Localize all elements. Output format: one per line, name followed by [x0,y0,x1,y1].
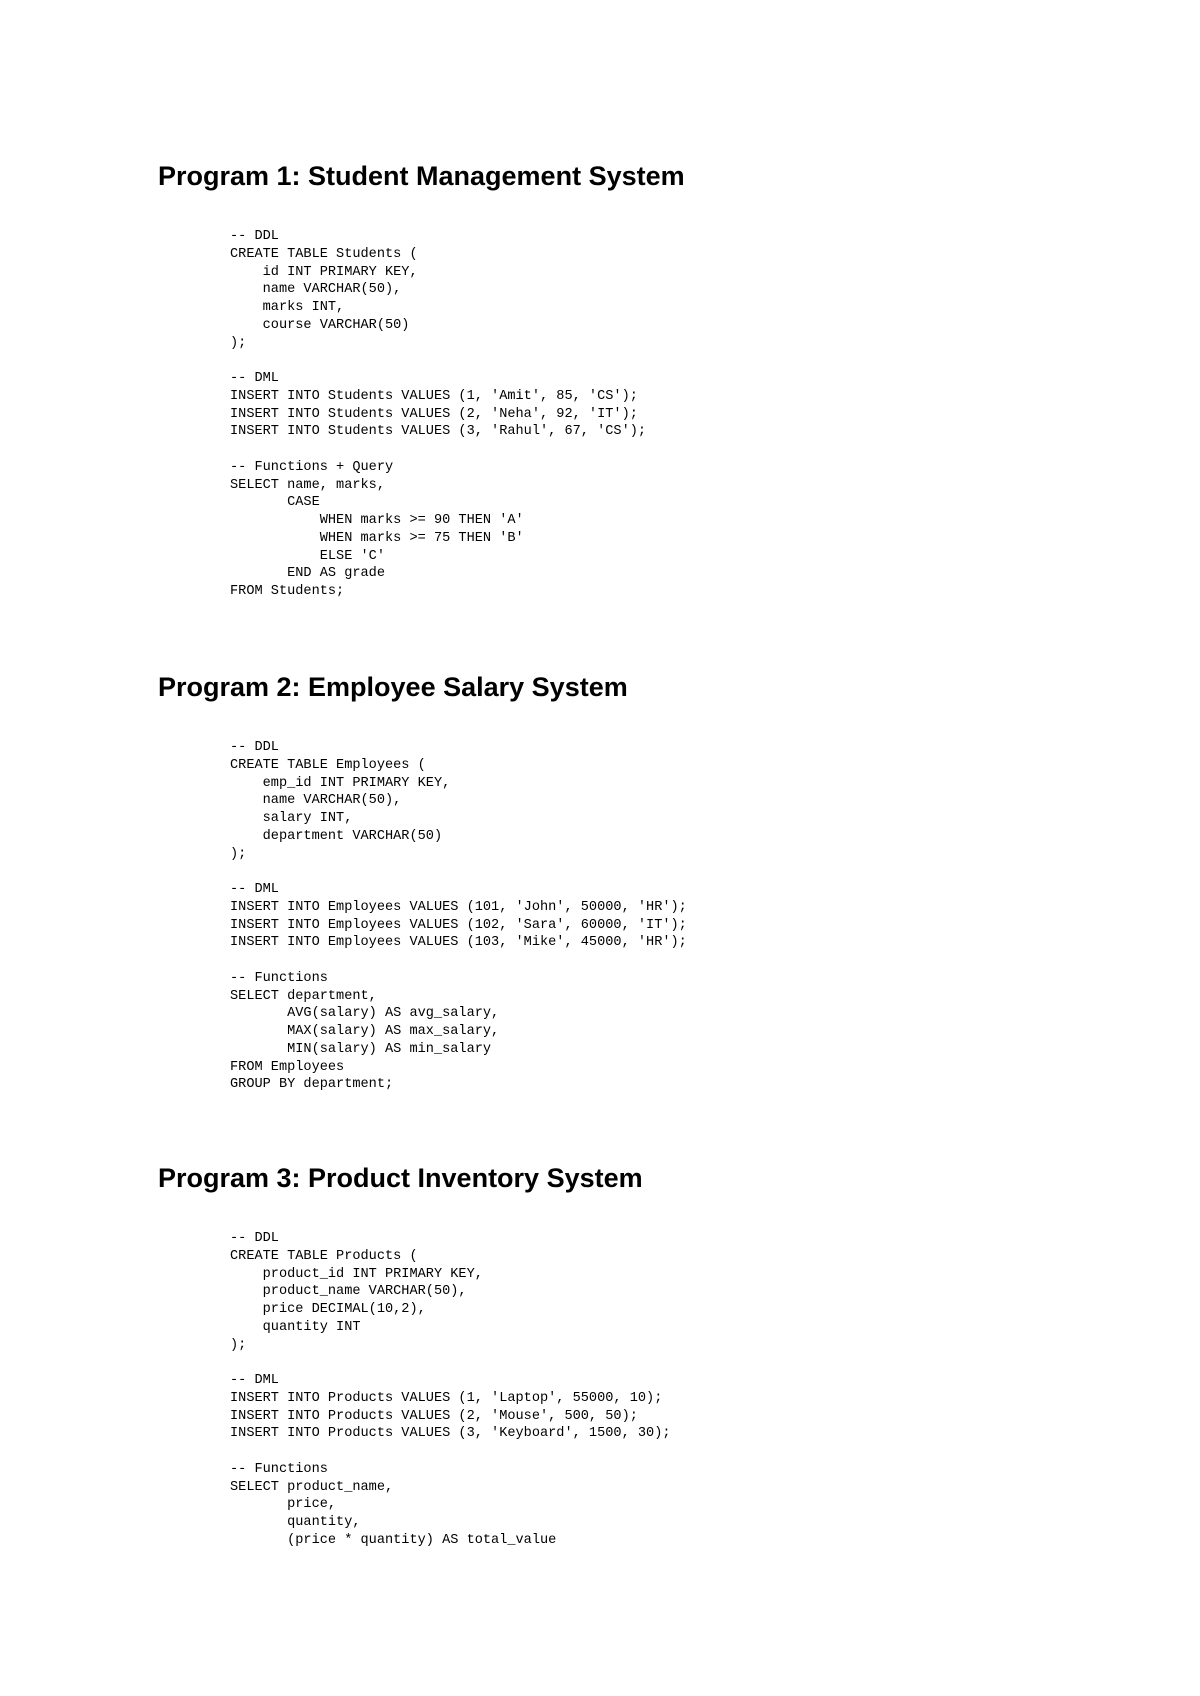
program-3-section [158,1162,671,1548]
program-3-code-block [230,1230,671,1550]
code-line: SELECT department, [230,988,377,1004]
code-line: ); [230,846,247,862]
code-line: quantity INT [230,1319,361,1335]
code-line: id INT PRIMARY KEY, [230,264,418,280]
code-line: ELSE 'C' [230,548,385,564]
code-line: -- DDL [230,1231,279,1246]
code-line: name VARCHAR(50), [230,282,402,298]
code-line: INSERT INTO Products VALUES (2, 'Mouse', 500, 50); [230,1408,638,1424]
code-line: marks INT, [230,300,345,315]
code-line: department VARCHAR(50) [230,828,443,844]
code-line: product_id INT PRIMARY KEY, [230,1266,483,1282]
code-line: -- Functions [230,970,328,986]
code-line: SELECT product_name, [230,1479,394,1495]
program-1-code-block [230,228,646,601]
code-line: -- DDL [230,740,279,755]
code-line: WHEN marks >= 75 THEN 'B' [230,530,524,546]
code-line: GROUP BY department; [230,1077,394,1093]
program-2-code-block [230,739,687,1094]
code-line: quantity, [230,1515,361,1530]
code-line: ); [230,1337,247,1353]
code-line: MIN(salary) AS min_salary [230,1041,492,1057]
program-2-title: Program 2: Employee Salary System [158,672,628,702]
code-line: FROM Employees [230,1059,345,1075]
code-line [230,352,646,370]
code-line: INSERT INTO Students VALUES (3, 'Rahul', 67, 'CS'); [230,424,647,440]
code-line: MAX(salary) AS max_salary, [230,1024,500,1039]
code-line [230,952,687,970]
code-line: CREATE TABLE Products ( [230,1248,418,1264]
code-line: INSERT INTO Employees VALUES (103, 'Mike', 45000, 'HR'); [230,935,687,951]
code-line: salary INT, [230,811,353,826]
code-line: price, [230,1497,337,1513]
code-line: CASE [230,495,320,511]
code-line [230,863,687,881]
code-line: price DECIMAL(10,2), [230,1302,426,1317]
code-line: ); [230,335,247,351]
code-line: INSERT INTO Students VALUES (2, 'Neha', 92, 'IT'); [230,406,638,422]
code-line: -- Functions [230,1461,328,1477]
code-line [230,441,646,459]
program-1-title: Program 1: Student Management System [158,161,685,191]
code-line: -- DML [230,882,279,897]
code-line [230,1443,671,1461]
program-2-section [158,671,687,1093]
code-line: INSERT INTO Products VALUES (3, 'Keyboard', 1500, 30); [230,1426,671,1442]
code-line: INSERT INTO Employees VALUES (101, 'John', 50000, 'HR'); [230,899,687,915]
code-line: product_name VARCHAR(50), [230,1284,467,1300]
code-line: (price * quantity) AS total_value [230,1532,557,1548]
code-line: AVG(salary) AS avg_salary, [230,1006,500,1022]
code-line: INSERT INTO Products VALUES (1, 'Laptop', 55000, 10); [230,1390,663,1406]
program-3-title: Program 3: Product Inventory System [158,1163,643,1193]
code-line: INSERT INTO Students VALUES (1, 'Amit', 85, 'CS'); [230,388,638,404]
code-line: FROM Students; [230,584,345,599]
code-line: -- Functions + Query [230,459,394,475]
code-line: emp_id INT PRIMARY KEY, [230,775,451,791]
code-line: -- DML [230,371,279,386]
code-line: -- DDL [230,229,279,244]
code-line: -- DML [230,1373,279,1388]
code-line [230,1354,671,1372]
program-1-section [158,160,685,599]
code-line: INSERT INTO Employees VALUES (102, 'Sara', 60000, 'IT'); [230,917,687,933]
code-line: CREATE TABLE Employees ( [230,757,426,773]
code-line: WHEN marks >= 90 THEN 'A' [230,513,524,528]
code-line: course VARCHAR(50) [230,317,410,333]
code-line: SELECT name, marks, [230,477,385,493]
code-line: CREATE TABLE Students ( [230,246,418,262]
code-line: END AS grade [230,566,385,582]
code-line: name VARCHAR(50), [230,793,402,809]
